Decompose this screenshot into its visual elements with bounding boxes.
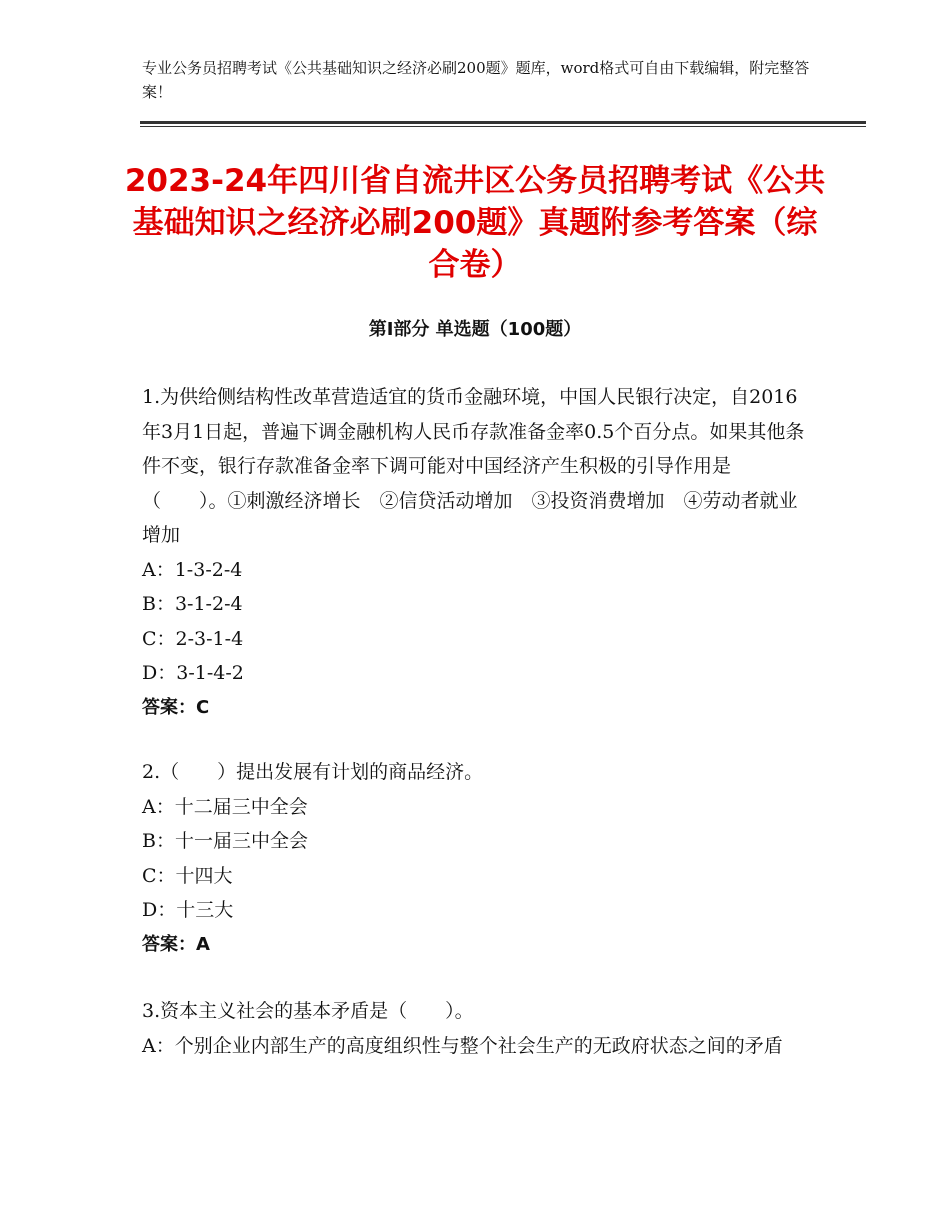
option-b: B：3-1-2-4	[142, 593, 243, 615]
answer-label: 答案：	[142, 696, 196, 718]
option-b: B：十一届三中全会	[142, 830, 308, 852]
header-rule-thin	[140, 126, 866, 127]
header-note: 专业公务员招聘考试《公共基础知识之经济必刷200题》题库，word格式可自由下载编辑，附完整答案！	[142, 59, 810, 101]
answer-value: A	[196, 933, 210, 955]
question-1	[142, 380, 812, 725]
answer-line	[142, 928, 812, 963]
option-c: C：2-3-1-4	[142, 627, 244, 650]
option-d: D：十三大	[142, 899, 234, 921]
question-2	[142, 755, 812, 962]
section-title: 第Ⅰ部分 单选题（100题）	[368, 319, 582, 340]
header-rule-thick	[140, 121, 866, 124]
question-stem: 1.为供给侧结构性改革营造适宜的货币金融环境，中国人民银行决定，自2016年3月1日起，普遍下调金融机构人民币存款准备金率0.5个百分点。如果其他条件不变，银行存款准备金率下调可能对中国经济产生积极的引导作用是（ ）。①刺激经济增长 ②信贷活动增加 ③投资消费增加 ④劳动者就业增加	[142, 386, 805, 546]
document-title: 2023-24年四川省自流井区公务员招聘考试《公共基础知识之经济必刷200题》真题附参考答案（综合卷）	[124, 163, 826, 283]
answer-value: C	[196, 696, 210, 718]
option-d: D：3-1-4-2	[142, 662, 244, 684]
option-a: A：个别企业内部生产的高度组织性与整个社会生产的无政府状态之间的矛盾	[142, 1034, 783, 1057]
question-3	[142, 994, 812, 1063]
option-a: A：十二届三中全会	[142, 795, 308, 818]
answer-line	[142, 691, 812, 726]
answer-label: 答案：	[142, 933, 196, 955]
question-stem: 2.（ ）提出发展有计划的商品经济。	[142, 761, 484, 783]
question-stem: 3.资本主义社会的基本矛盾是（ ）。	[142, 1000, 474, 1022]
option-c: C：十四大	[142, 864, 233, 887]
option-a: A：1-3-2-4	[142, 558, 243, 581]
